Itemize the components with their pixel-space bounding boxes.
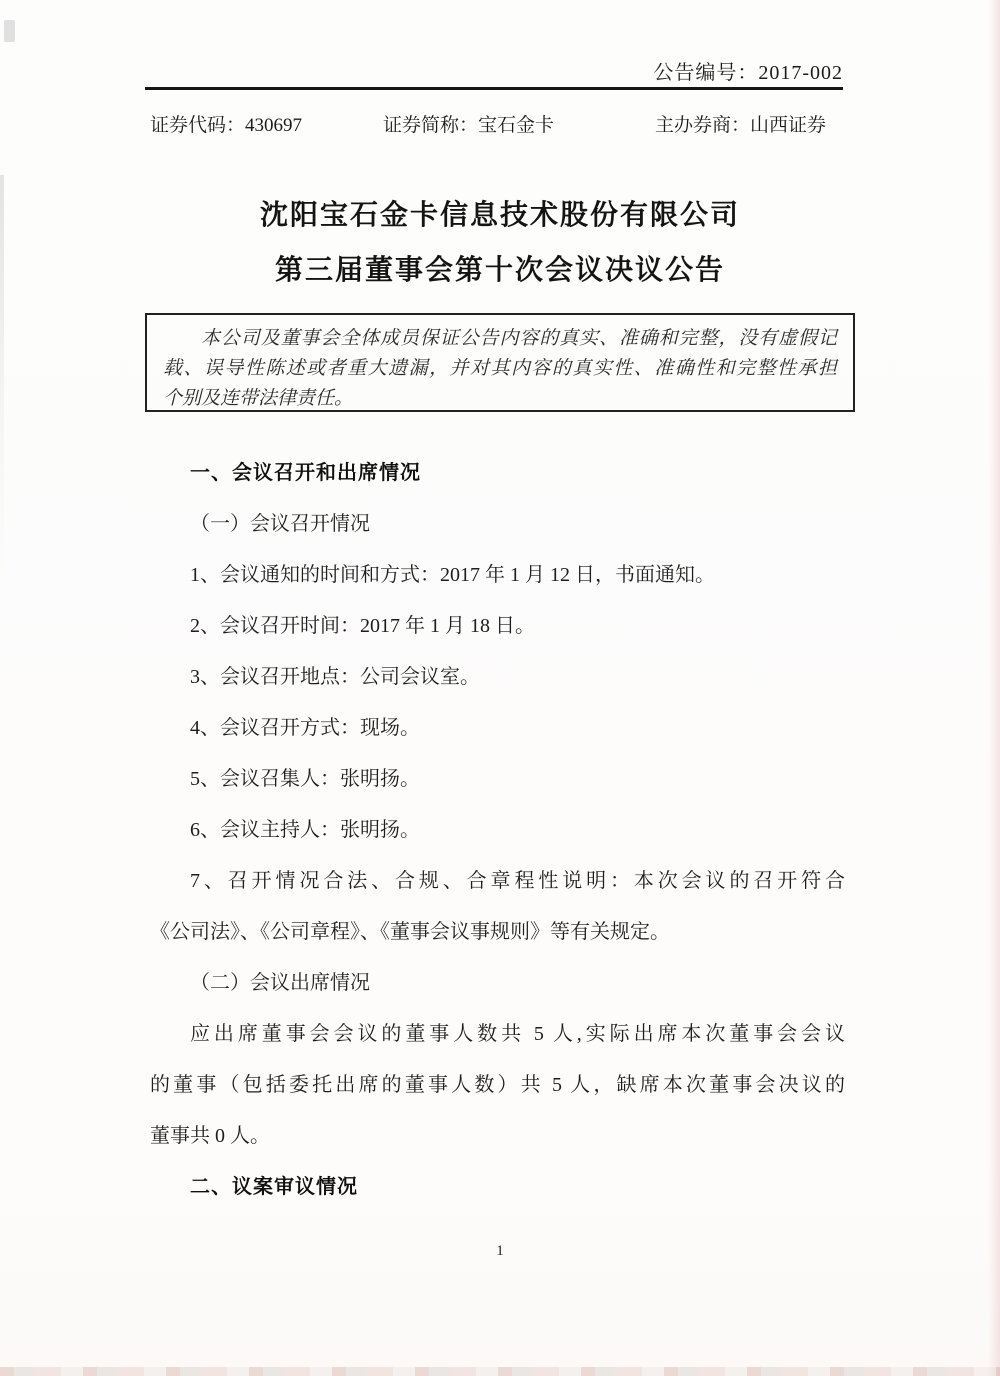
- body-line: 一、会议召开和出席情况: [190, 462, 421, 484]
- body-line: 的董事（包括委托出席的董事人数）共 5 人，缺席本次董事会决议的: [150, 1074, 845, 1096]
- company-title: 沈阳宝石金卡信息技术股份有限公司: [259, 200, 740, 231]
- body-line: 7、召开情况合法、合规、合章程性说明：本次会议的召开符合: [190, 870, 845, 892]
- disclaimer-line: 个别及连带法律责任。: [163, 388, 354, 409]
- body-line: 3、会议召开地点：公司会议室。: [190, 666, 480, 688]
- body-line: 2、会议召开时间：2017 年 1 月 18 日。: [190, 615, 535, 637]
- disclaimer-box: [145, 313, 855, 412]
- body-line: 1、会议通知的时间和方式：2017 年 1 月 12 日，书面通知。: [190, 564, 715, 586]
- body-line: 二、议案审议情况: [190, 1176, 358, 1198]
- doc-number: 公告编号：2017-002: [653, 62, 843, 84]
- body-line: 董事共 0 人。: [150, 1125, 270, 1147]
- stock-short-name: 证券简称：宝石金卡: [383, 115, 555, 136]
- body-line: （一）会议召开情况: [190, 513, 370, 535]
- sponsor-broker: 主办券商：山西证券: [655, 115, 827, 136]
- body-line: 4、会议召开方式：现场。: [190, 717, 420, 739]
- scan-artifact-streak: [0, 175, 4, 595]
- scan-artifact-mark: [4, 20, 15, 42]
- body-content: [150, 448, 845, 1213]
- announcement-title: 第三届董事会第十次会议决议公告: [274, 255, 725, 286]
- body-line: （二）会议出席情况: [190, 972, 370, 994]
- stock-code: 证券代码：430697: [150, 115, 303, 136]
- page-number: 1: [496, 1243, 504, 1259]
- disclaimer-line: 本公司及董事会全体成员保证公告内容的真实、准确和完整，没有虚假记: [201, 328, 837, 349]
- disclaimer-line: 载、误导性陈述或者重大遗漏，并对其内容的真实性、准确性和完整性承担: [163, 358, 837, 379]
- body-line: 应出席董事会会议的董事人数共 5 人,实际出席本次董事会会议: [190, 1023, 845, 1045]
- body-line: 《公司法》、《公司章程》、《董事会议事规则》等有关规定。: [150, 921, 670, 943]
- body-line: 6、会议主持人：张明扬。: [190, 819, 420, 841]
- body-line: 5、会议召集人：张明扬。: [190, 768, 420, 790]
- header-rule: [145, 87, 843, 90]
- scan-artifact-band: [0, 1367, 1000, 1376]
